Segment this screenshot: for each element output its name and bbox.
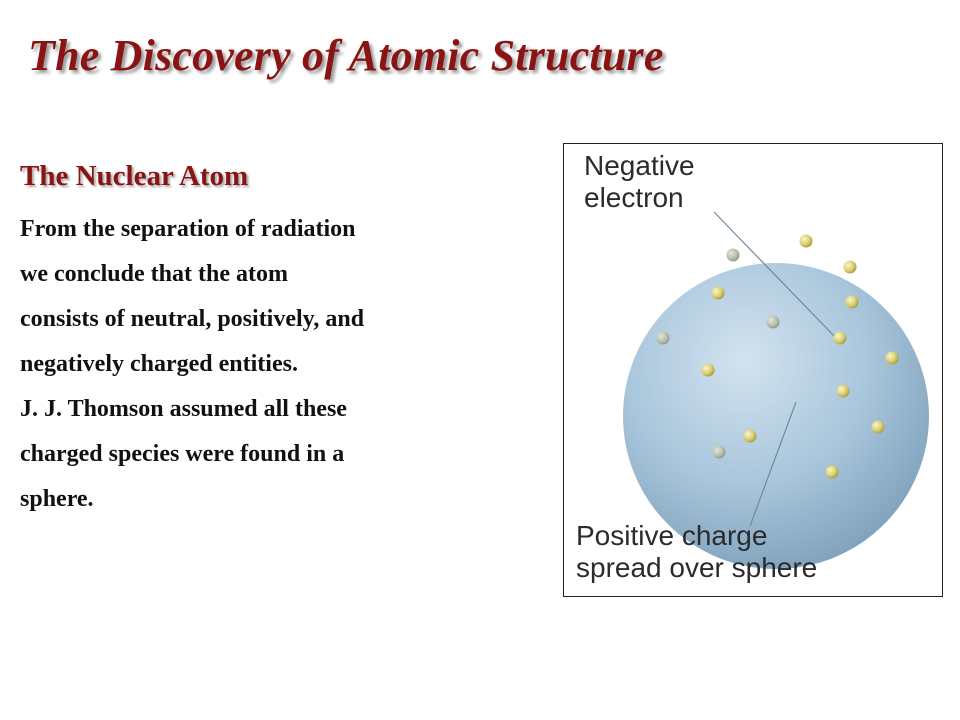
electron-dot	[657, 332, 670, 345]
electron-dot	[712, 287, 725, 300]
body-line: From the separation of radiation	[20, 216, 356, 242]
body-line: charged species were found in a	[20, 441, 345, 467]
thomson-atom-figure	[563, 143, 943, 597]
electron-dot	[846, 296, 859, 309]
body-line: consists of neutral, positively, and	[20, 306, 365, 332]
section-heading: The Nuclear Atom	[20, 160, 249, 192]
label-line: electron	[584, 182, 684, 213]
electron-dot	[886, 352, 899, 365]
body-line: sphere.	[20, 486, 94, 512]
body-line: negatively charged entities.	[20, 351, 298, 377]
label-line: Negative	[584, 150, 695, 181]
electron-dot	[872, 421, 885, 434]
electron-dot	[727, 249, 740, 262]
electron-dot	[800, 235, 813, 248]
electron-dot	[826, 466, 839, 479]
body-line: J. J. Thomson assumed all these	[20, 396, 347, 422]
negative-electron-label	[584, 150, 695, 214]
electron-dot	[744, 430, 757, 443]
electron-dot	[767, 316, 780, 329]
electron-dot	[844, 261, 857, 274]
electron-dot	[713, 446, 726, 459]
slide-title: The Discovery of Atomic Structure	[28, 31, 664, 80]
body-line: we conclude that the atom	[20, 261, 288, 287]
electron-dot	[834, 332, 847, 345]
body-paragraph	[20, 207, 560, 522]
positive-charge-label	[576, 520, 817, 584]
electron-dot	[837, 385, 850, 398]
electron-dot	[702, 364, 715, 377]
label-line: spread over sphere	[576, 552, 818, 583]
label-line: Positive charge	[576, 520, 768, 551]
